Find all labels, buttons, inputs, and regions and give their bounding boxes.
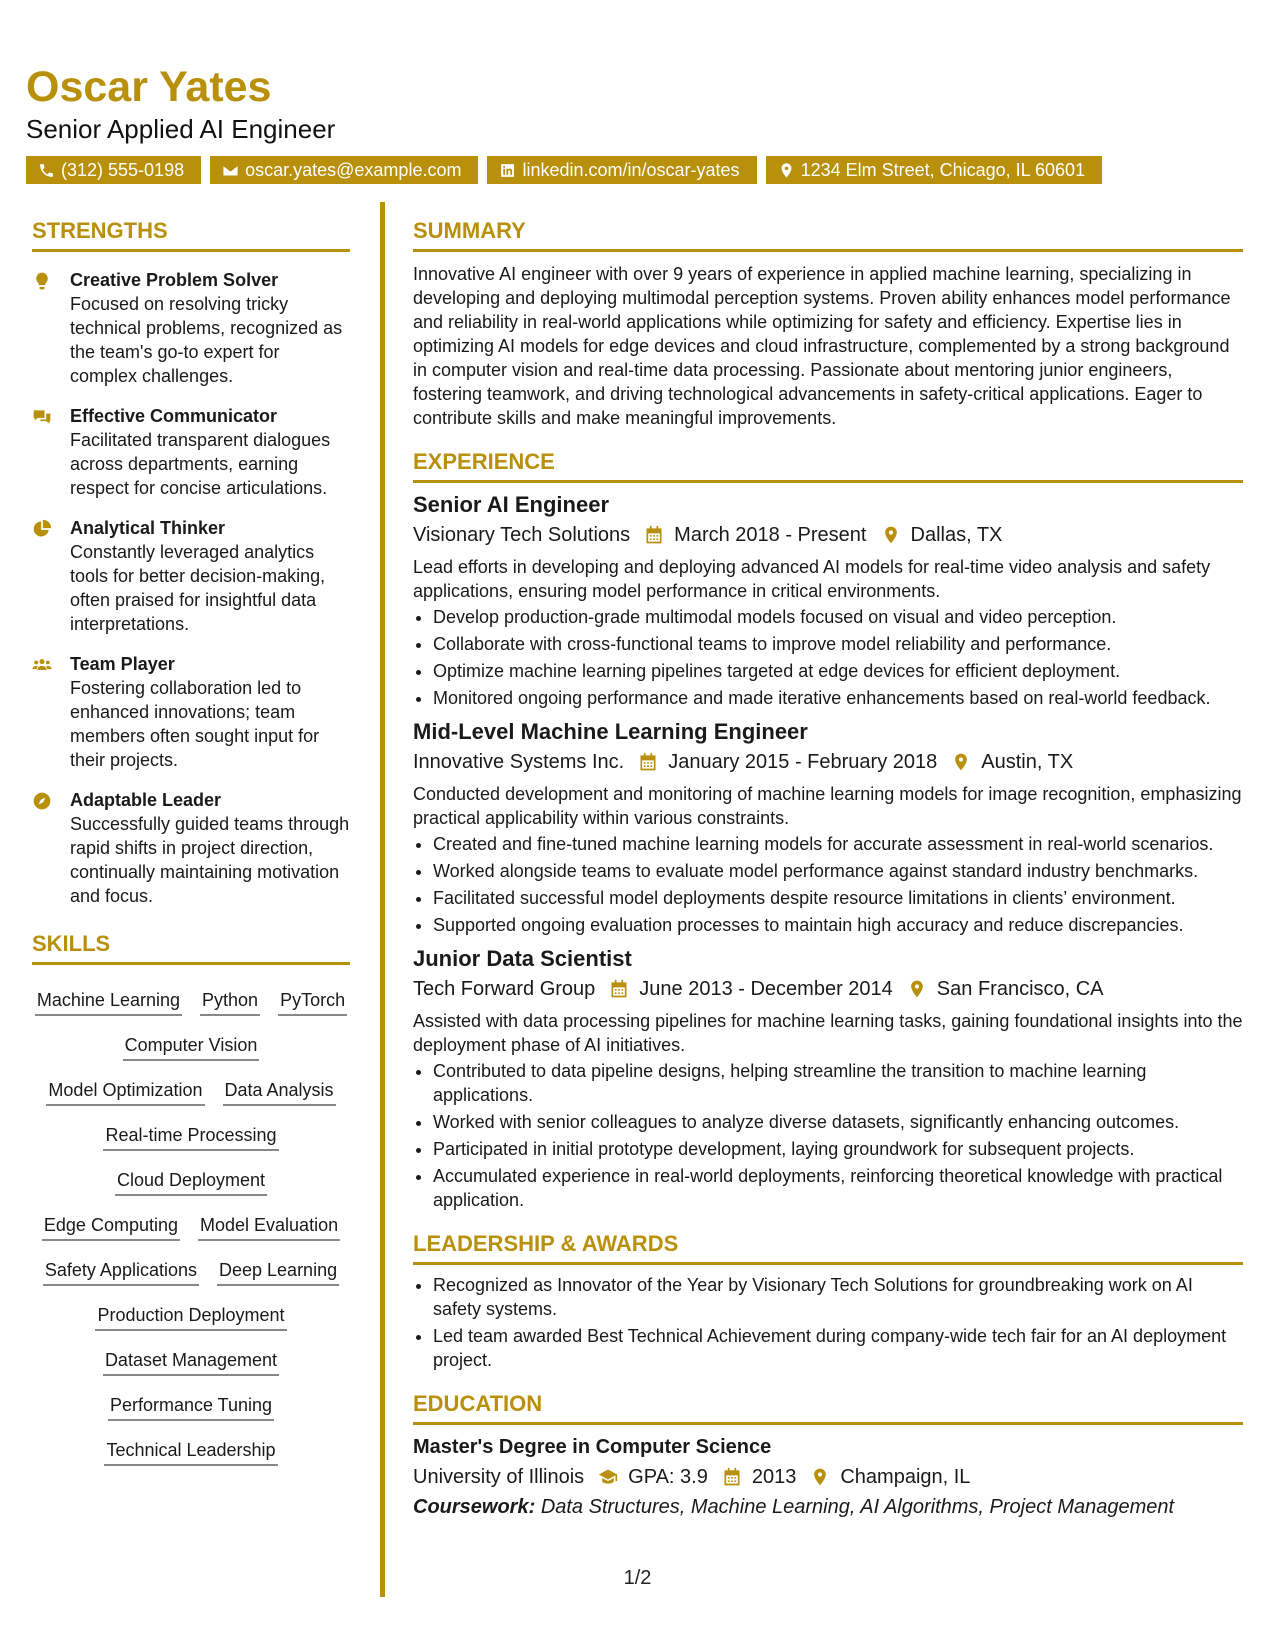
strength-item — [32, 516, 350, 636]
skill-tag: Production Deployment — [95, 1303, 286, 1331]
skill-tag: Edge Computing — [42, 1213, 180, 1241]
strengths-heading: STRENGTHS — [32, 217, 350, 252]
skill-tag: Cloud Deployment — [115, 1168, 267, 1196]
map-pin-icon — [810, 1467, 830, 1487]
strength-item — [32, 652, 350, 772]
strength-desc: Fostering collaboration led to enhanced innovations; team members often sought input for their projects. — [70, 678, 320, 770]
page-number: 1/2 — [623, 1567, 652, 1589]
skill-tag: Dataset Management — [103, 1348, 279, 1376]
job-company: Tech Forward Group — [413, 978, 596, 1000]
skill-tag: Machine Learning — [35, 988, 182, 1016]
column-divider — [380, 202, 385, 1597]
compass-icon — [32, 791, 52, 811]
strength-title: Team Player — [70, 654, 175, 674]
skill-tag: Performance Tuning — [108, 1393, 274, 1421]
skill-tag: Data Analysis — [223, 1078, 336, 1106]
graduation-cap-icon — [598, 1467, 618, 1487]
map-pin-icon — [907, 979, 927, 999]
contact-linkedin-text: linkedin.com/in/oscar-yates — [522, 160, 740, 180]
calendar-icon — [638, 752, 658, 772]
skill-tag: Model Optimization — [46, 1078, 204, 1106]
strength-title: Effective Communicator — [70, 406, 278, 426]
experience-section — [413, 448, 1243, 1212]
strength-item — [32, 404, 350, 500]
list-item: • Develop production-grade multimodal models focused on visual and video perception. — [433, 605, 1243, 629]
pie-chart-icon — [32, 519, 52, 539]
list-item: • Collaborate with cross-functional teams to improve model reliability and performance. — [433, 632, 1243, 656]
resume-header — [26, 62, 1255, 184]
job-description: Assisted with data processing pipelines for machine learning tasks, gaining foundational insights into the deployment phase of AI initiatives. — [413, 1011, 1243, 1055]
contact-linkedin[interactable] — [487, 156, 756, 184]
school-location: Champaign, IL — [840, 1466, 971, 1488]
experience-heading: EXPERIENCE — [413, 448, 1243, 483]
strength-title: Analytical Thinker — [70, 518, 226, 538]
strength-desc: Facilitated transparent dialogues across departments, earning respect for concise articulations. — [70, 430, 331, 498]
contact-address-text: 1234 Elm Street, Chicago, IL 60601 — [800, 160, 1086, 180]
job-entry — [413, 491, 1243, 710]
map-pin-icon — [951, 752, 971, 772]
phone-icon — [38, 162, 55, 179]
education-meta — [413, 1463, 1243, 1491]
list-item: • Supported ongoing evaluation processes to maintain high accuracy and reduce discrepancies. — [433, 913, 1243, 937]
skill-tag: Real-time Processing — [103, 1123, 278, 1151]
job-title: Junior Data Scientist — [413, 946, 632, 971]
list-item: • Led team awarded Best Technical Achievement during company-wide tech fair for an AI deployment project. — [433, 1324, 1243, 1372]
strength-desc: Constantly leveraged analytics tools for better decision-making, often praised for insightful data interpretations. — [70, 542, 326, 634]
job-location: San Francisco, CA — [936, 978, 1104, 1000]
map-pin-icon — [778, 162, 795, 179]
skill-tag: Deep Learning — [217, 1258, 339, 1286]
graduation-year: 2013 — [751, 1466, 797, 1488]
list-item: • Contributed to data pipeline designs, helping streamline the transition to machine learning applications. — [433, 1059, 1243, 1107]
list-item: • Participated in initial prototype development, laying groundwork for subsequent projects. — [433, 1137, 1243, 1161]
skill-tag: Technical Leadership — [104, 1438, 277, 1466]
candidate-name: Oscar Yates — [26, 63, 272, 111]
list-item: • Accumulated experience in real-world deployments, reinforcing theoretical knowledge with practical application. — [433, 1164, 1243, 1212]
degree-title: Master's Degree in Computer Science — [413, 1436, 772, 1458]
job-location: Dallas, TX — [910, 524, 1003, 546]
leadership-bullets — [413, 1273, 1243, 1372]
calendar-icon — [609, 979, 629, 999]
job-bullets — [413, 605, 1243, 710]
strength-desc: Focused on resolving tricky technical problems, recognized as the team's go-to expert for complex challenges. — [70, 294, 343, 386]
job-meta — [413, 748, 1243, 776]
list-item: • Worked alongside teams to evaluate model performance against standard industry benchmarks. — [433, 859, 1243, 883]
strength-item — [32, 788, 350, 908]
comments-icon — [32, 407, 52, 427]
strengths-section — [32, 217, 350, 908]
map-pin-icon — [881, 525, 901, 545]
skills-heading: SKILLS — [32, 930, 350, 965]
summary-heading: SUMMARY — [413, 217, 1243, 252]
job-description: Lead efforts in developing and deploying advanced AI models for real-time video analysis and safety applications, ensuring model performance in critical environments. — [413, 557, 1211, 601]
job-dates: March 2018 - Present — [674, 524, 867, 546]
coursework — [413, 1493, 1243, 1521]
contact-email-text: oscar.yates@example.com — [245, 160, 462, 180]
skill-tag: Python — [200, 988, 260, 1016]
users-icon — [32, 655, 52, 675]
contact-phone[interactable] — [26, 156, 201, 184]
calendar-icon — [722, 1467, 742, 1487]
list-item: • Created and fine-tuned machine learning models for accurate assessment in real-world scenarios. — [433, 832, 1243, 856]
contact-email[interactable] — [210, 156, 478, 184]
skills-section — [32, 930, 350, 1466]
summary-section — [413, 217, 1243, 430]
job-meta — [413, 521, 1243, 549]
right-column — [413, 217, 1243, 1521]
job-description: Conducted development and monitoring of machine learning models for image recognition, emphasizing practical applicability within various constraints. — [413, 784, 1242, 828]
linkedin-icon — [499, 162, 516, 179]
contact-bar — [26, 156, 1255, 184]
candidate-title: Senior Applied AI Engineer — [26, 114, 336, 144]
coursework-list: Data Structures, Machine Learning, AI Algorithms, Project Management — [540, 1496, 1175, 1518]
job-title: Senior AI Engineer — [413, 492, 610, 517]
job-company: Visionary Tech Solutions — [413, 524, 631, 546]
list-item: • Worked with senior colleagues to analyze diverse datasets, significantly enhancing outcomes. — [433, 1110, 1243, 1134]
job-meta — [413, 975, 1243, 1003]
skill-tag: Model Evaluation — [198, 1213, 340, 1241]
skill-tag: PyTorch — [278, 988, 347, 1016]
job-bullets — [413, 832, 1243, 937]
calendar-icon — [644, 525, 664, 545]
envelope-icon — [222, 162, 239, 179]
job-bullets — [413, 1059, 1243, 1212]
job-company: Innovative Systems Inc. — [413, 751, 625, 773]
leadership-section — [413, 1230, 1243, 1372]
school-name: University of Illinois — [413, 1466, 585, 1488]
job-dates: June 2013 - December 2014 — [639, 978, 893, 1000]
list-item: • Recognized as Innovator of the Year by Visionary Tech Solutions for groundbreaking work on AI safety systems. — [433, 1273, 1243, 1321]
strength-title: Creative Problem Solver — [70, 270, 279, 290]
list-item: • Optimize machine learning pipelines targeted at edge devices for efficient deployment. — [433, 659, 1243, 683]
list-item: • Monitored ongoing performance and made iterative enhancements based on real-world feedback. — [433, 686, 1243, 710]
job-title: Mid-Level Machine Learning Engineer — [413, 719, 808, 744]
lightbulb-icon — [32, 271, 52, 291]
education-heading: EDUCATION — [413, 1390, 1243, 1425]
coursework-label: Coursework: — [413, 1496, 536, 1518]
job-dates: January 2015 - February 2018 — [668, 751, 938, 773]
gpa: GPA: 3.9 — [628, 1466, 708, 1488]
strength-item — [32, 268, 350, 388]
education-section — [413, 1390, 1243, 1521]
skills-list — [32, 971, 350, 1466]
skill-tag: Computer Vision — [123, 1033, 260, 1061]
job-entry — [413, 945, 1243, 1212]
job-entry — [413, 718, 1243, 937]
contact-address[interactable] — [766, 156, 1103, 184]
list-item: • Facilitated successful model deployments despite resource limitations in clients’ environment. — [433, 886, 1243, 910]
job-location: Austin, TX — [981, 751, 1074, 773]
contact-phone-text: (312) 555-0198 — [61, 160, 185, 180]
leadership-heading: LEADERSHIP & AWARDS — [413, 1230, 1243, 1265]
strength-title: Adaptable Leader — [70, 790, 222, 810]
left-column — [32, 217, 350, 1466]
summary-text: Innovative AI engineer with over 9 years of experience in applied machine learning, specializing in developing and deploying multimodal perception systems. Proven ability enhances model performance and reliability in real-world applications while optimizing for safety and efficiency. Expertise lies in optimizing AI models for edge devices and cloud infrastructure, complemented by a strong background in computer vision and real-time data processing. Passionate about mentoring junior engineers, fostering teamwork, and driving technological advancements in safety-critical applications. Eager to contribute skills and make meaningful improvements. — [413, 264, 1231, 428]
skill-tag: Safety Applications — [43, 1258, 199, 1286]
strength-desc: Successfully guided teams through rapid shifts in project direction, continually maintaining motivation and focus. — [70, 814, 350, 906]
